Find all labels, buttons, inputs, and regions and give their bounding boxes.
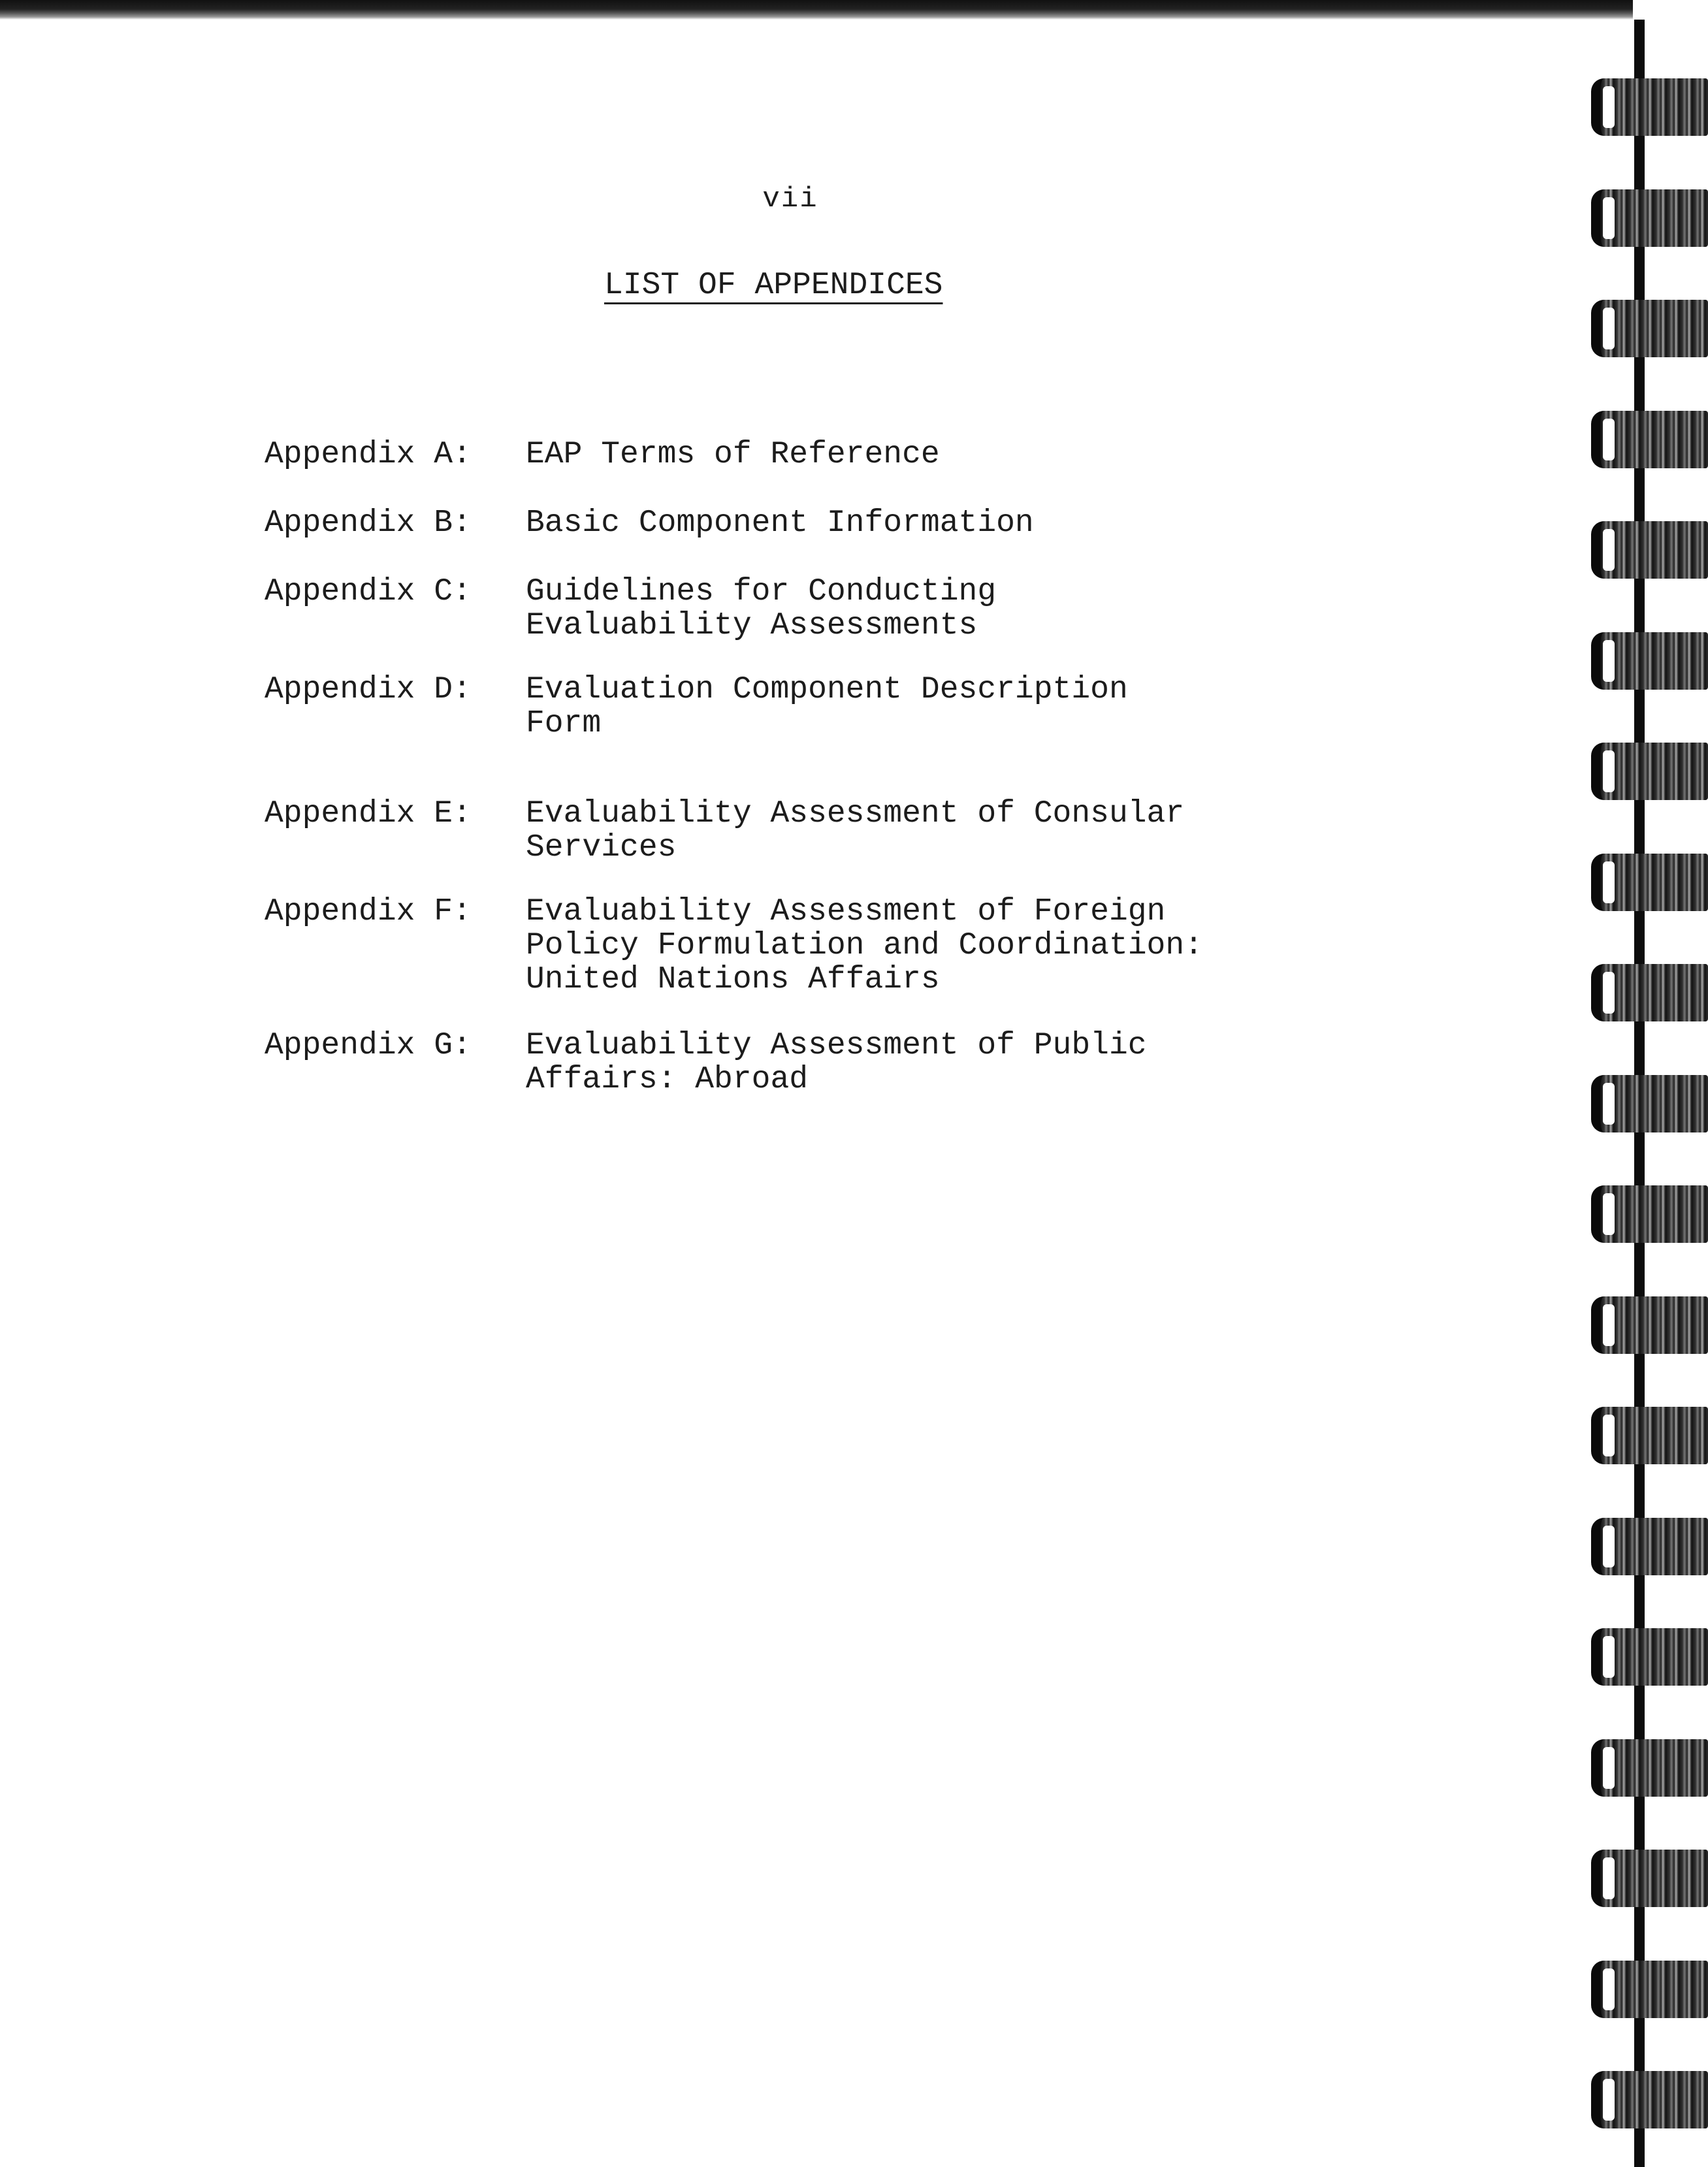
binding-ring — [1591, 78, 1708, 136]
binding-ring — [1591, 2071, 1708, 2128]
binding-ring — [1591, 521, 1708, 579]
top-border — [0, 0, 1633, 20]
appendix-label: Appendix D: — [265, 672, 472, 707]
binding-ring — [1591, 300, 1708, 357]
binding-ring — [1591, 743, 1708, 800]
appendix-label: Appendix G: — [265, 1028, 472, 1063]
binding-ring — [1591, 1407, 1708, 1464]
appendix-title: Basic Component Information — [526, 506, 1034, 541]
appendix-title: Evaluability Assessment of Public Affairs: Abroad — [526, 1028, 1147, 1097]
appendix-label: Appendix B: — [265, 506, 472, 541]
page-title: LIST OF APPENDICES — [604, 268, 943, 303]
appendix-title: EAP Terms of Reference — [526, 437, 940, 472]
binding-ring — [1591, 1739, 1708, 1797]
binding-ring — [1591, 1185, 1708, 1243]
binding-ring — [1591, 1075, 1708, 1132]
binding-ring — [1591, 1961, 1708, 2018]
binding-ring — [1591, 411, 1708, 468]
appendix-title: Guidelines for Conducting Evaluability Assessments — [526, 574, 997, 643]
appendix-label: Appendix A: — [265, 437, 472, 472]
binding-ring — [1591, 1518, 1708, 1575]
appendix-title: Evaluability Assessment of Foreign Policy Formulation and Coordination: United Nations Affairs — [526, 894, 1203, 997]
binding-ring — [1591, 1850, 1708, 1907]
binding-ring — [1591, 1296, 1708, 1354]
appendix-label: Appendix E: — [265, 796, 472, 831]
appendix-label: Appendix F: — [265, 894, 472, 929]
binding-ring — [1591, 1628, 1708, 1686]
appendix-title: Evaluation Component Description Form — [526, 672, 1128, 741]
appendix-label: Appendix C: — [265, 574, 472, 609]
binding-ring — [1591, 189, 1708, 247]
spiral-binding — [1587, 0, 1708, 2167]
binding-ring — [1591, 632, 1708, 690]
appendix-title: Evaluability Assessment of Consular Services — [526, 796, 1185, 865]
page-number: vii — [762, 183, 818, 216]
binding-ring — [1591, 854, 1708, 911]
binding-ring — [1591, 964, 1708, 1021]
